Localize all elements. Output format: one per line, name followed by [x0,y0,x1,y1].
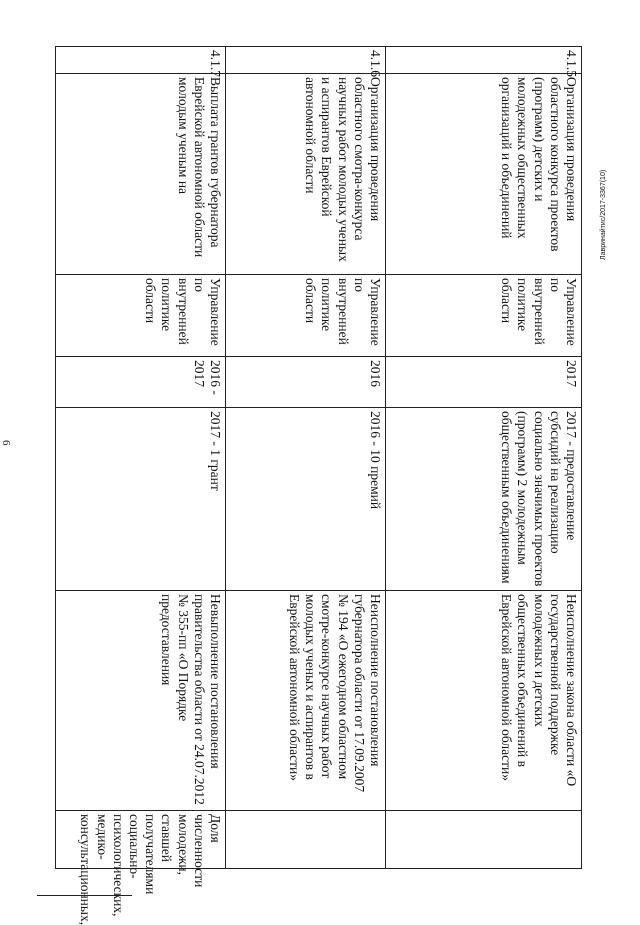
executor-cell: Управление по внутренней политике области [56,275,226,357]
consequence-cell: Неисполнение закона области «О государственной поддержке молодежных и детских общественных объединений в Еврейской автономной области» [386,591,582,811]
executor-cell: Управление по внутренней политике области [386,275,582,357]
result-cell: 2017 - предоставление субсидий на реализацию социально значимых проектов (программ) 2 молодежным общественным объединениям [386,408,582,591]
rotated-table-wrapper [56,46,582,925]
event-cell: Выплата грантов губернатора Еврейской автономной области молодым ученым на [56,74,226,275]
result-cell: 2017 - 1 грант [56,408,226,591]
consequence-cell: Неисполнение постановления губернатора области от 17.09.2007 № 194 «О ежегодном областном смотре-конкурсе научных работ молодых ученых и аспирантов в Еврейской автономной области» [226,591,386,811]
executor-cell: Управление по внутренней политике области [226,275,386,357]
document-reference: Лавринайтис/2017-3367(10) [600,169,607,260]
row-number: 4.1.7 [56,47,226,74]
indicator-cell [386,811,582,869]
consequence-cell: Невыполнение постановления правительства области от 24.07.2012 № 355-пп «О Порядке предоставления [56,591,226,811]
indicator-cell [226,811,386,869]
event-cell: Организация проведения областного смотра-конкурса научных работ молодых ученых и аспирантов Еврейской автономной области [226,74,386,275]
row-number: 4.1.5 [386,47,582,74]
program-activities-table [55,46,582,925]
table-row [226,47,386,869]
page-number: 6 [0,440,12,446]
event-cell: Организация проведения областного конкурса проектов (программ) детских и молодежных общественных организаций и объединений [386,74,582,275]
years-cell: 2016 [226,357,386,408]
row-number: 4.1.6 [226,47,386,74]
footnote-divider [37,895,132,896]
table-row [386,47,582,869]
indicator-cell: Доля численности молодежи, ставшей получателями социально-психологических, медико-консультационных, [56,811,226,869]
years-cell: 2017 [386,357,582,408]
years-cell: 2016 - 2017 [56,357,226,408]
result-cell: 2016 - 10 премий [226,408,386,591]
table-row [56,47,226,869]
